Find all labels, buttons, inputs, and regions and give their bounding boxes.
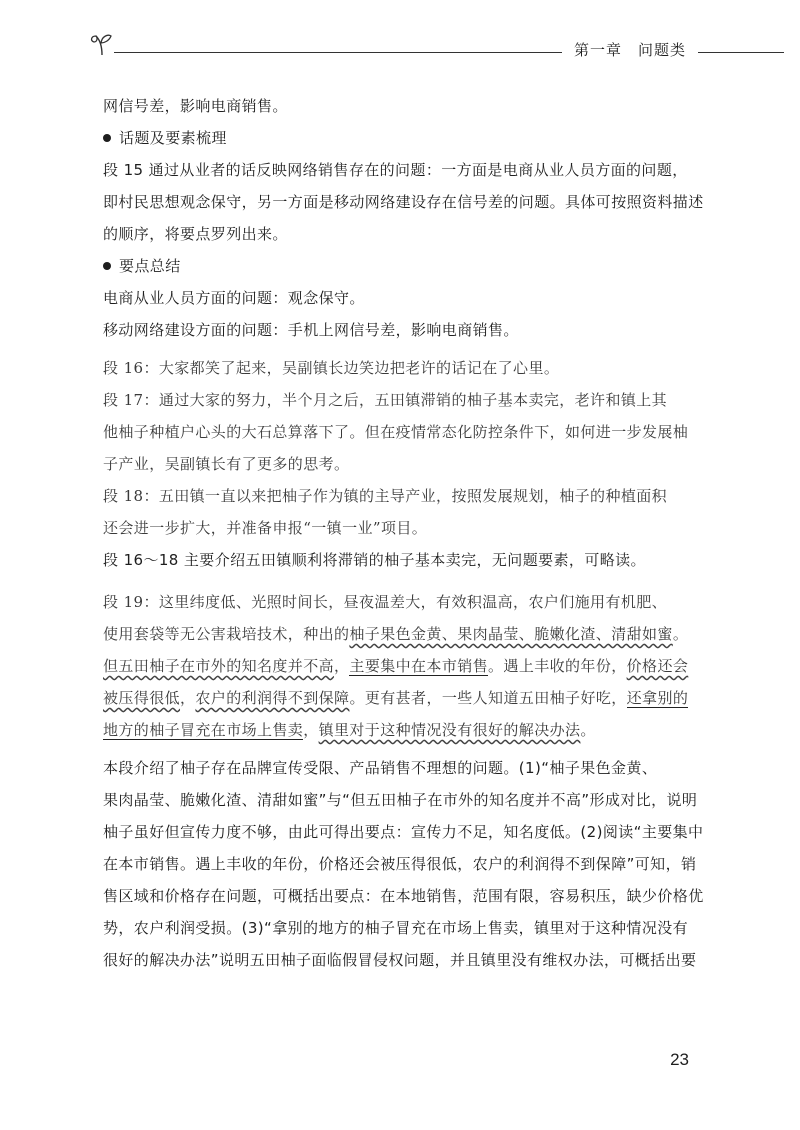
source-line: 但五田柚子在市外的知名度并不高，主要集中在本市销售。遇上丰收的年份，价格还会 (103, 657, 689, 675)
highlight-underline: 主要集中在本市销售 (349, 657, 489, 675)
page-body (103, 90, 703, 976)
text-line: 网信号差，影响电商销售。 (103, 97, 288, 115)
source-line: 段 19：这里纬度低、光照时间长，昼夜温差大，有效积温高，农户们施用有机肥、 (103, 593, 668, 611)
text-line: 很好的解决办法”说明五田柚子面临假冒侵权问题，并且镇里没有维权办法，可概括出要 (103, 951, 697, 969)
source-line: 被压得很低，农户的利润得不到保障。更有甚者，一些人知道五田柚子好吃，还拿别的 (103, 689, 689, 707)
highlight-wavy: 柚子果色金黄、果肉晶莹、脆嫩化渣、清甜如蜜 (349, 625, 673, 643)
source-line: 还会进一步扩大，并准备申报“一镇一业”项目。 (103, 519, 428, 537)
text-line: 售区域和价格存在问题，可概括出要点：在本地销售，范围有限，容易积压，缺少价格优 (103, 887, 704, 905)
text-line: 段 16～18 主要介绍五田镇顺利将滞销的柚子基本卖完，无问题要素，可略读。 (103, 551, 646, 569)
text-line: 的顺序，将要点罗列出来。 (103, 225, 288, 243)
text-line: 段 15 通过从业者的话反映网络销售存在的问题：一方面是电商从业人员方面的问题， (103, 161, 688, 179)
highlight-wavy: 价格还会 (626, 657, 689, 675)
text-line: 柚子虽好但宣传力度不够，由此可得出要点：宣传力不足，知名度低。(2)阅读“主要集中 (103, 823, 704, 841)
text-line: 本段介绍了柚子存在品牌宣传受限、产品销售不理想的问题。(1)“柚子果色金黄、 (103, 759, 658, 777)
text-line: 势，农户利润受损。(3)“拿别的地方的柚子冒充在市场上售卖，镇里对于这种情况没有 (103, 919, 689, 937)
page-header (88, 26, 784, 66)
highlight-underline: 还拿别的 (626, 689, 689, 707)
header-rule-left (114, 52, 562, 53)
source-line: 段 17：通过大家的努力，半个月之后，五田镇滞销的柚子基本卖完，老许和镇上其 (103, 391, 668, 409)
source-line: 段 16：大家都笑了起来，吴副镇长边笑边把老许的话记在了心里。 (103, 359, 560, 377)
text-line: 在本市销售。遇上丰收的年份，价格还会被压得很低，农户的利润得不到保障”可知，销 (103, 855, 697, 873)
bullet-icon (103, 134, 111, 142)
text-line: 移动网络建设方面的问题：手机上网信号差，影响电商销售。 (103, 321, 519, 339)
header-rule-right (698, 52, 784, 53)
text-line: 电商从业人员方面的问题：观念保守。 (103, 289, 365, 307)
chapter-title: 第一章 问题类 (574, 41, 687, 59)
source-line: 段 18：五田镇一直以来把柚子作为镇的主导产业，按照发展规划，柚子的种植面积 (103, 487, 668, 505)
text-line: 即村民思想观念保守，另一方面是移动网络建设存在信号差的问题。具体可按照资料描述 (103, 193, 704, 211)
highlight-wavy: 但五田柚子在市外的知名度并不高 (103, 657, 335, 675)
source-line: 子产业，吴副镇长有了更多的思考。 (103, 455, 350, 473)
text-line: 果肉晶莹、脆嫩化渣、清甜如蜜”与“但五田柚子在市外的知名度并不高”形成对比，说明 (103, 791, 698, 809)
source-line: 使用套袋等无公害栽培技术，种出的柚子果色金黄、果肉晶莹、脆嫩化渣、清甜如蜜。 (103, 625, 689, 643)
highlight-wavy: 被压得很低 (103, 689, 181, 707)
source-line: 地方的柚子冒充在市场上售卖，镇里对于这种情况没有很好的解决办法。 (103, 721, 596, 739)
source-line: 他柚子种植户心头的大石总算落下了。但在疫情常态化防控条件下，如何进一步发展柚 (103, 423, 689, 441)
bullet-icon (103, 262, 111, 270)
page-number: 23 (670, 1050, 689, 1069)
highlight-wavy: 镇里对于这种情况没有很好的解决办法 (318, 721, 581, 739)
highlight-underline: 地方的柚子冒充在市场上售卖 (103, 721, 304, 739)
section-heading: 话题及要素梳理 (103, 122, 703, 154)
section-heading: 要点总结 (103, 250, 703, 282)
highlight-wavy: 农户的利润得不到保障 (195, 689, 350, 707)
